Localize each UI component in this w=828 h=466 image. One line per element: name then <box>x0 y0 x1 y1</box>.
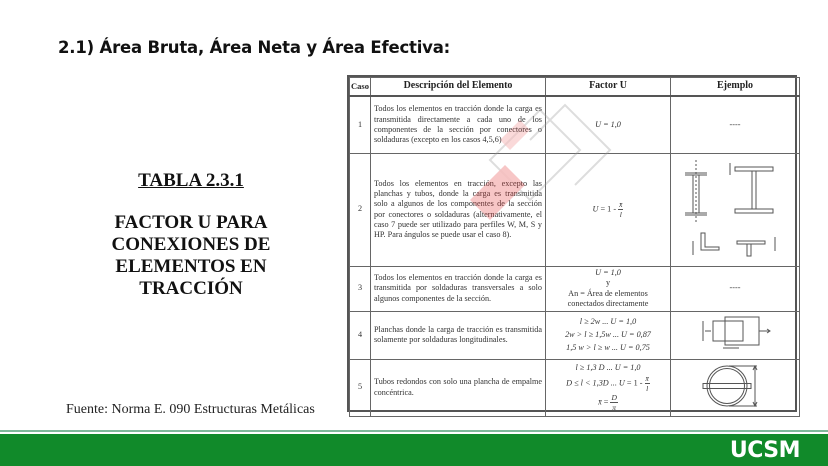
table-id: TABLA 2.3.1 <box>138 170 244 191</box>
factor-u-table <box>347 75 797 412</box>
cell-factor: U = 1 - $\frac{x̄}{l}$ <box>546 153 671 266</box>
cell-factor: U = 1,0 <box>546 96 671 153</box>
cell-factor <box>546 266 671 311</box>
cell-descripcion: Todos los elementos en tracción donde la carga es transmitida directamente a cada uno de los componentes de la sección por conectores o soldaduras (excepto en los casos 4,5,6) <box>371 96 546 153</box>
round-tube-diagram-icon <box>695 361 775 411</box>
cell-caso: 4 <box>350 311 371 359</box>
factor-line: x̄ = $\frac{D}{\pi}$ <box>598 392 617 412</box>
cell-caso: 3 <box>350 266 371 311</box>
header-factor <box>546 78 671 97</box>
cell-descripcion: Planchas donde la carga de tracción es transmitida solamente por soldaduras longitudinales. <box>371 311 546 359</box>
slide-title: 2.1) Área Bruta, Área Neta y Área Efectiva: <box>58 38 451 57</box>
caption-line: CONEXIONES DE <box>111 234 271 255</box>
source-note: Fuente: Norma E. 090 Estructuras Metálicas <box>66 402 315 417</box>
header-descripcion: Descripción del Elemento <box>371 78 546 97</box>
caption-line: FACTOR U PARA <box>114 212 268 233</box>
fraction: $\frac{x̄}{l}$ <box>619 200 623 219</box>
footer-band <box>0 434 828 466</box>
factor-line: 2w > l ≥ 1,5w ... U = 0,87 <box>565 329 651 339</box>
table-row <box>350 96 800 153</box>
cell-caso: 2 <box>350 153 371 266</box>
cell-descripcion: Todos los elementos en tracción, excepto las planchas y tubos, donde la carga es transmitida solo a algunos de los componentes de la sección por conectores o soldaduras (alternativamente, el caso 7 puede ser utilizado para perfiles W, M, S y HP. Para ángulos se puede usar el caso 8). <box>371 153 546 266</box>
cell-factor <box>546 359 671 416</box>
cell-descripcion: Tubos redondos con solo una plancha de empalme concéntrica. <box>371 359 546 416</box>
cell-caso: 1 <box>350 96 371 153</box>
factor-line: An = Área de elementos conectados directamente <box>567 288 649 308</box>
table-row <box>350 359 800 416</box>
cell-ejemplo: ---- <box>671 266 800 311</box>
table-caption-block <box>60 170 322 300</box>
header-ejemplo: Ejemplo <box>671 78 800 97</box>
cell-ejemplo <box>671 359 800 416</box>
cell-factor <box>546 311 671 359</box>
footer-divider <box>0 430 828 432</box>
header-factor-label: Factor U <box>589 80 627 92</box>
table-caption <box>60 212 322 300</box>
table-row <box>350 153 800 266</box>
factor-line: U = 1,0 <box>595 268 621 278</box>
table-header-row <box>350 78 800 97</box>
factor-line: l ≥ 1,3 D ... U = 1,0 <box>575 363 641 373</box>
factor-line: y <box>605 278 611 288</box>
ucsm-logo: UCSM <box>729 438 800 463</box>
plate-weld-diagram-icon <box>695 314 775 352</box>
cell-ejemplo <box>671 153 800 266</box>
cell-ejemplo <box>671 311 800 359</box>
table-row <box>350 311 800 359</box>
caption-line: ELEMENTOS EN <box>115 256 267 277</box>
table-row <box>350 266 800 311</box>
caption-line: TRACCIÓN <box>139 278 243 299</box>
factor-line: l ≥ 2w ... U = 1,0 <box>579 316 637 326</box>
factor-line: D ≤ l < 1,3D ... U = 1 - $\frac{x̄}{l}$ <box>566 373 649 393</box>
cell-ejemplo: ---- <box>671 96 800 153</box>
cell-caso: 5 <box>350 359 371 416</box>
steel-sections-diagram-icon <box>675 155 795 260</box>
cell-descripcion: Todos los elementos en tracción donde la carga es transmitida por soldaduras transversales a solo algunos componentes de la sección. <box>371 266 546 311</box>
factor-line: 1,5 w > l ≥ w ... U = 0,75 <box>566 343 650 353</box>
header-caso: Caso <box>350 78 371 97</box>
